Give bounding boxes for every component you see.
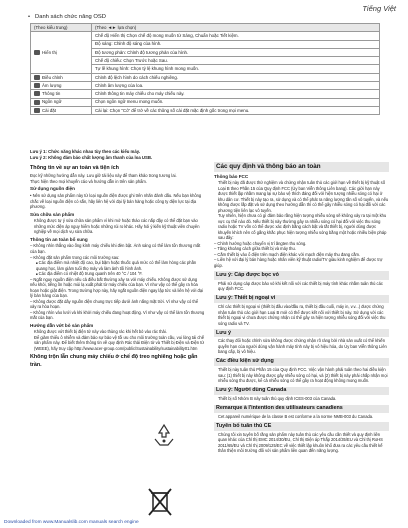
osd-group-cell [31, 32, 92, 73]
section-heading: Lưu ý: Thiết bị ngoại vi [214, 295, 389, 303]
note-2: Lưu ý 2: Không đảm bảo chất lượng âm thanh của loa USB. [30, 155, 153, 161]
info-icon [34, 91, 40, 96]
osd-function-table [30, 23, 380, 115]
osd-group-cell [31, 73, 92, 81]
language-label: Tiếng Việt [362, 4, 396, 13]
settings-icon [34, 108, 40, 113]
section-heading: Lưu ý [214, 329, 389, 337]
osd-description: Độ tương phản: Chỉnh độ tương phản của hình. [92, 48, 380, 56]
paragraph: Các thay đổi hoặc chỉnh sửa không được chứng nhận rõ ràng bởi nhà sản xuất có thể khiến quyền hạn của người dùng vận hành máy tính này bị vô hiệu hóa, do Ủy ban Viễn thông Liên bang cấp, bị vô hiệu. [218, 338, 387, 355]
adjust-icon [34, 75, 40, 80]
table-row [31, 73, 380, 81]
recycle-icon [152, 423, 176, 449]
section-heading: Lưu ý: Người dùng Canada [214, 387, 389, 395]
section-heading: Thông tin về sự an toàn và tiện ích [30, 165, 119, 171]
osd-description: Cài lại: Chọn "Có" để trở về các thông số cài đặt mặc định gốc trong mọi menu. [92, 106, 380, 114]
table-row [31, 81, 380, 89]
left-column [30, 162, 205, 370]
paragraph: Đọc kỹ những hướng dẫn này. Lưu giữ tài liệu này để tham khảo trong tương lai. [30, 173, 177, 179]
subsection-heading: Thông báo FCC [214, 173, 249, 179]
paragraph: Không được vứt thiết bị điện tử này vào thùng rác khi hết bỏ vào rác thải. [34, 329, 167, 335]
paragraph: Cet appareil numérique de la classe B est conforme a la norme NMB-003 du Canada. [218, 413, 374, 419]
paragraph: Chúng tôi xin tuyên bố rằng sản phẩm này tuân thủ các yêu cầu cần thiết và quy định liên quan khác của Chỉ thị EMC 2014/30/EU, Chỉ thị Điện áp Thấp 2014/35/EU và Chỉ thị RoHS 2011/65/EU và Chỉ thị 2009/125/EC về việc thiết lập khuôn khổ đưa ra các yêu cầu thiết kế thân thiện môi trường đối với sản phẩm liên quan đến năng lượng. [218, 431, 383, 454]
osd-group-name: Âm lượng [42, 82, 62, 88]
subsection-heading: Thông tin an toàn bổ sung [30, 236, 88, 242]
paragraph: Để giảm thiểu ô nhiễm và đảm bảo sự bảo vệ tối ưu cho môi trường toàn cầu, vui lòng tái chế sản phẩm này. Để biết thêm thông tin về quy định Rác thải Điện tử và Thiết bị Điện và Điện tử (WEEE), hãy truy cập http://www.acer-group.com/public/Sustainability/sustainability01.htm [34, 334, 205, 351]
paragraph: Chỉ các thiết bị ngoại vi (thiết bị đầu vào/đầu ra, thiết bị đầu cuối, máy in, v.v...) được chứng nhận tuân thủ các giới hạn Loại B mới có thể được kết nối với thiết bị này. Sử dụng với các thiết bị ngoại vi chưa được chứng nhận có thể gây ra hiện tượng nhiễu sóng đối với việc thu sóng radio và TV. [218, 304, 386, 326]
table-header-main: (Theo kiểu trung) [31, 24, 92, 32]
osd-description: Tự lề khung hình: Chọn tỷ lệ khung hình mong muốn. [92, 65, 380, 73]
osd-group-name: Điều chỉnh [42, 74, 63, 80]
osd-description: Chế độ chiếu: Chọn Trước hoặc Sau. [92, 57, 380, 65]
table-header-sub: (Theo ◄► lựa chọn) [92, 24, 380, 32]
paragraph: – Không nhìn vào lưới và khi khởi máy chiếu đang hoạt động. Vì như vậy có thể làm tổn thương mắt của bạn. [30, 310, 205, 321]
paragraph: – Liên hệ với đại lý bán hàng hoặc nhân viên kỹ thuật radio/TV giàu kinh nghiệm để được trợ giúp. [214, 257, 389, 268]
subsection-heading: Sử dụng nguồn điện [30, 186, 75, 192]
osd-group-name: Cài đặt [42, 107, 56, 113]
osd-description: Chỉnh thông tin máy chiếu cho máy chiếu này. [92, 90, 380, 98]
paragraph: Phải sử dụng cáp được bảo vỏ khi kết nối với các thiết bị máy tính khác nhằm tuân thủ các quy định FCC. [218, 280, 383, 292]
table-row [31, 106, 380, 114]
download-footer: Downloaded from www.Manualslib.com manuals search engine [4, 520, 139, 525]
paragraph: – Ngắt nguy nguồn điện nếu cả điều bất thường xảy ra với máy chiếu. Không được sử dụng nếu khói, tiếng ồn hoặc mùi lạ xuất phát từ máy chiếu của bạn. Vì như vậy có thể gây ra hỏa hoạn hoặc giật điện. Trong trường hợp này, hãy ngắt nguồn điện ngay lập tức và liên hệ với đại lý bán hàng của bạn. [30, 277, 205, 299]
paragraph: – Không đặt sản phẩm trong các môi trường sau: [30, 255, 205, 261]
note-1: Lưu ý 1: Chức năng khác nhau tùy theo các kiểu máy. [30, 149, 141, 154]
osd-group-cell [31, 106, 92, 114]
volume-icon [34, 83, 40, 88]
table-row [31, 98, 380, 106]
section-heading: Tuyên bố tuân thủ CE [214, 422, 389, 430]
paragraph: – Tăng khoảng cách giữa thiết bị và máy thu. [214, 246, 389, 252]
weee-bin-icon [145, 487, 175, 517]
osd-group-cell [31, 90, 92, 98]
osd-description: Chế độ Hiển thị Chọn chế độ mong muốn từ Sáng, Chuẩn hoặc Tiết kiệm. [92, 32, 380, 40]
osd-group-name: Hiển thị [42, 49, 57, 55]
section-heading: Không trộn lẫn chung máy chiếu ở chế độ treo nghiêng hoặc gắn trần. [30, 354, 198, 368]
language-icon [34, 100, 40, 105]
osd-description: Chọn ngôn ngữ menu mong muốn. [92, 98, 380, 106]
osd-group-cell [31, 98, 92, 106]
section-heading: Các quy định và thông báo an toàn [214, 162, 389, 172]
subsection-heading: Sửa chữa sản phẩm [30, 211, 75, 217]
table-row [31, 32, 380, 40]
section-heading: Các điều kiện sử dụng [214, 358, 389, 366]
paragraph: – Cắm thiết bị vào ổ điện trên mạch điện khác với mạch điện máy thu đang cắm. [214, 252, 389, 258]
paragraph: • Nên sử dụng sản phẩm này từ loại nguồn điện được ghi trên nhãn đánh dấu. Nếu bạn không chắc về loại nguồn điện có sẵn, hãy liên hệ với đại lý bán hàng hoặc công ty điện lực tại địa phương. [30, 193, 205, 210]
osd-description: Độ sáng: Chỉnh độ sáng của hình. [92, 40, 380, 48]
paragraph: Thiết bị số Nhóm B này tuân thủ quy định ICES-003 của Canada. [218, 396, 337, 402]
section-heading: Remarque à l'intention des utilisateurs canadiens [214, 405, 389, 413]
paragraph: – Không được đặt dây nguồn điện chung trực tiếp dưới ánh nắng mặt trời. Vì như vậy có thể xảy ra hỏa hoạn. [30, 299, 205, 310]
table-notes [30, 149, 152, 162]
paragraph: Thiết bị này tuân thủ Phần 15 của Quy định FCC. Việc vận hành phải tuân theo hai điều kiện sau: (1) thiết bị này không được gây nhiễu sóng có hại, và (2) thiết bị này phải chấp nhận mọi nhiễu sóng thu được, kể cả nhiễu sóng có thể gây ra hoạt động không mong muốn. [218, 367, 388, 384]
right-column [214, 162, 389, 454]
paragraph: Không được tự ý sửa chữa sản phẩm vì khi mở hoặc tháo các nắp đậy có thể đặt bạn vào những mức điện áp nguy hiểm hoặc những rủi ro khác. Hãy hỏi ý kiến kỹ thuật viên chuyên nghiệp về mọi dịch vụ sửa chữa. [34, 218, 200, 235]
paragraph: Tuy nhiên, hiện chưa có gì đảm bảo rằng hiện tượng nhiễu sóng sẽ không xảy ra tại một khu vực cụ thể nào đó. Nếu thiết bị này thường gây ra nhiễu sóng có hại đối với việc thu sóng radio hoặc TV vốn có thể được xác định bằng cách bật và tắt thiết bị, người dùng được khuyến khích nên cố gắng khắc phục hiện tượng nhiễu sóng bằng một hoặc nhiều biện pháp sau đây: [218, 213, 387, 241]
display-icon [34, 50, 40, 55]
subsection-heading: Hướng dẫn vứt bỏ sản phẩm [30, 322, 94, 328]
section-heading: Lưu ý: Cáp được bọc vỏ [214, 271, 389, 279]
paragraph: ■ Các địa điểm mà nhiệt độ cao, bụi bặm hoặc thuốc quá mức có thể làm hỏng các phần quang học, làm giảm tuổi thọ máy và làm ảnh tối hình ảnh. [30, 260, 205, 271]
osd-group-name: Ngôn ngữ [42, 99, 62, 105]
osd-group-name: Thông tin [42, 91, 61, 97]
osd-group-cell [31, 81, 92, 89]
intro-text: • Danh sách chức năng OSD [28, 14, 106, 20]
paragraph: ■ Các địa điểm có nhiệt độ trung quanh trên 40 °C / 104 °F. [30, 271, 205, 277]
table-row [31, 90, 380, 98]
paragraph: – Chỉnh hướng hoặc chuyển vị trí ăngten thu sóng. [214, 241, 389, 247]
paragraph: – Không nhìn thẳng vào ống kính máy chiếu khi đèn bật. Ánh sáng có thể làm tổn thương mắt của bạn. [30, 243, 205, 254]
osd-description: Chỉnh độ lệch hình do cách chiếu nghiêng. [92, 73, 380, 81]
osd-table-body [31, 32, 380, 115]
paragraph: Thiết bị này đã được thử nghiệm và chứng nhận tuân thủ các giới hạn về thiết bị kỹ thuật số Loại B theo Phần 15 của Quy định FCC (Ủy ban Viễn thông Liên bang). Các giới hạn này được thiết lập nhằm mang lại sự bảo vệ thích đáng đối với hiện tượng nhiễu sóng có hại ở khu dân cư. Thiết bị này tạo ra, sử dụng và có thể phát ra năng lượng tần số vô tuyến, và nếu không được lắp đặt và sử dụng theo hướng dẫn thì có thể gây nhiễu sóng có hại đối với các phương tiện liên lạc vô tuyến. [218, 180, 389, 213]
osd-description: Chỉnh âm lượng của loa. [92, 81, 380, 89]
paragraph: Thực hiện theo mọi khuyến cáo và hướng dẫn in trên sản phẩm. [30, 178, 147, 184]
